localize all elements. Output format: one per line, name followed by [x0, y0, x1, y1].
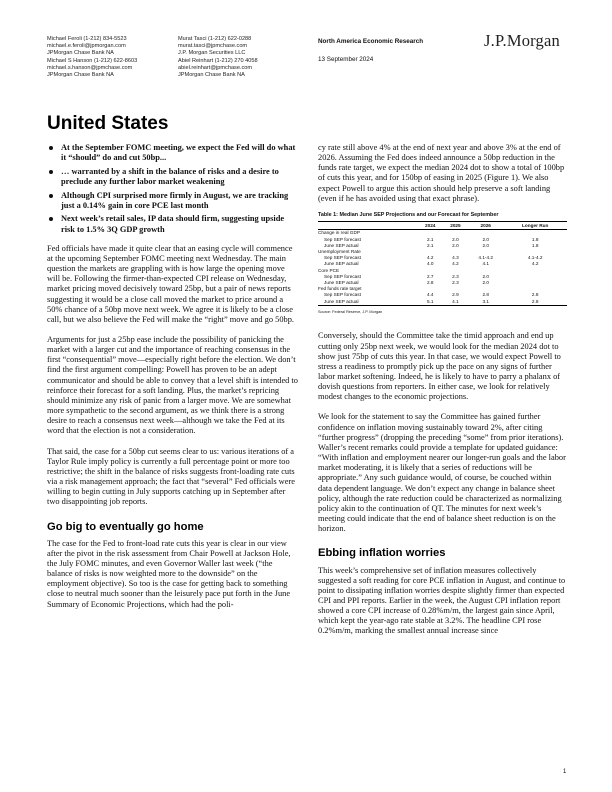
table-cell: 4.3 — [452, 255, 459, 261]
publication-date: 13 September 2024 — [318, 56, 374, 63]
row-label: Sep SEP forecast — [324, 292, 361, 298]
table-cell: 5.1 — [418, 299, 443, 306]
author-contacts-mid — [178, 36, 258, 79]
right-column — [318, 143, 567, 647]
key-point-text: Next week’s retail sales, IP data should firm, suggesting upside risk to 1.5% 3Q GDP growth — [61, 214, 285, 234]
author-affiliation: J.P. Morgan Securities LLC — [178, 50, 246, 57]
row-label: June SEP actual — [318, 299, 418, 306]
row-label: Sep SEP forecast — [324, 273, 361, 279]
page-title: United States — [47, 113, 169, 134]
body-paragraph: Fed officials have made it quite clear that an easing cycle will commence at the upcoming September FOMC meeting next Wednesday. The main question the markets are grappling with is how large the opening move will be. Following the firmer-than-expected CPI release on Wednesday, market pricing moved decisively toward 25bp, but a pair of news reports suggesting it would be a close call moved the market to price around a 50% chance of a 50bp move next week. We agree it is likely to be a close call, but we also believe the Fed will make the “right” move and go 50bp. — [47, 243, 294, 324]
table-cell — [418, 230, 443, 237]
author-email[interactable]: michael.e.feroli@jpmorgan.com — [47, 43, 126, 50]
table-cell: 2.0 — [482, 273, 489, 279]
table-cell: 4.2 — [531, 261, 539, 267]
table-cell: 2.1 — [426, 242, 434, 248]
author-email[interactable]: abiel.reinhart@jpmchase.com — [178, 64, 253, 71]
table-source: Source: Federal Reserve, J.P. Morgan — [318, 310, 383, 315]
row-label: Sep SEP forecast — [324, 255, 361, 261]
table-cell: 2.8 — [482, 292, 489, 298]
table-cell: 2.8 — [531, 292, 539, 298]
key-point — [47, 143, 299, 163]
table-row — [318, 230, 567, 237]
row-label: June SEP actual — [324, 242, 359, 248]
table-cell: 4.2 — [452, 261, 459, 267]
author-name: Abiel Reinhart (1-212) 270 4058 — [178, 57, 258, 64]
table-cell: 4.4 — [426, 292, 434, 298]
table-cell: 2.8 — [503, 299, 567, 306]
key-point-text: … warranted by a shift in the balance of risks and a desire to preclude any further labor market weakening — [61, 166, 279, 186]
bullet-icon — [49, 194, 53, 198]
table-cell: 1.8 — [531, 236, 539, 242]
row-label: Fed funds rate target — [318, 286, 362, 292]
table-cell: 2.0 — [482, 279, 489, 285]
table-cell: 4.1 — [482, 261, 489, 267]
column-header: 2026 — [468, 222, 503, 230]
left-column — [47, 143, 299, 620]
table-cell — [503, 230, 567, 237]
table-cell: 2.3 — [452, 279, 459, 285]
author-affiliation: JPMorgan Chase Bank NA — [47, 72, 114, 79]
row-label: Unemployment Rate — [318, 248, 361, 254]
author-contacts-left — [47, 36, 137, 79]
bullet-icon — [49, 217, 53, 221]
page-number: 1 — [563, 769, 567, 775]
table-cell: 2.3 — [452, 273, 459, 279]
body-paragraph: We look for the statement to say the Committee has gained further confidence on inflation moving sustainably toward 2%, after citing “further progress” (dropping the preceding “some” from prior iterations). Waller’s recent remarks could provide a template for updated guidance: “With inflation and employment nearer our longer-run goals and the labor market moderating, it is likely that a series of reductions will be appropriate.” Any such guidance would, of course, be couched within data dependent language. We don’t expect any change in balance sheet policy, although the rate reduction could be characterized as normalizing policy akin to the continuation of QT. The minutes for next week’s meeting could indicate that the end of balance sheet reduction is on the horizon. — [318, 412, 566, 534]
key-point — [47, 214, 299, 234]
key-points-list — [47, 143, 299, 235]
section-heading: Go big to eventually go home — [47, 520, 204, 533]
section-heading: Ebbing inflation worries — [318, 547, 446, 560]
table-cell: 1.8 — [531, 242, 539, 248]
column-header: 2024 — [418, 222, 443, 230]
table-cell: 2.0 — [482, 242, 489, 248]
column-header: 2025 — [443, 222, 468, 230]
row-label: Change in real GDP — [318, 230, 360, 236]
author-affiliation: JPMorgan Chase Bank NA — [47, 50, 114, 57]
body-paragraph: This week’s comprehensive set of inflation measures collectively suggested a soft reading for core PCE inflation in August, and continue to point to dissipating inflation worries despite slightly firmer than expected CPI and PPI reports. Earlier in the week, the August CPI inflation report showed a core CPI increase of 0.28%m/m, the largest gain since April, which kept the year-ago rate stable at 3.2%. The headline CPI rose 0.2%m/m, marking the smallest annual increase since — [318, 565, 566, 636]
body-paragraph: cy rate still above 4% at the end of next year and above 3% at the end of 2026. Assuming the Fed does indeed announce a 50bp reduction in the funds rate target, we expect the median 2024 dot to show a total of 100bp of cuts this year, and for 150bp of easing in 2025 (Figure 1). We also expect Powell to argue this action should help preserve a soft landing (even if he has avoided using that exact phrase). — [318, 143, 565, 203]
author-email[interactable]: michael.s.hanson@jpmchase.com — [47, 64, 133, 71]
table-cell: 2.0 — [482, 236, 489, 242]
column-header — [318, 222, 418, 230]
table-title: Table 1: Median June SEP Projections and our Forecast for September — [318, 211, 499, 218]
author-name: Murat Tasci (1-212) 622-0288 — [178, 36, 252, 42]
bullet-icon — [49, 170, 53, 174]
body-paragraph: The case for the Fed to front-load rate cuts this year is clear in our view after the pivot in the risk assessment from Chair Powell at Jackson Hole, the July FOMC minutes, and even Governor Waller last week (“the balance of risks is now weighted more to the downside” on the employment objective). So too is the case for getting back to something close to neutral much sooner than the leisurely pace put forth in the June Summary of Economic Projections, which had the poli- — [47, 538, 291, 609]
table-row — [318, 299, 567, 306]
key-point — [47, 191, 299, 211]
body-paragraph: Arguments for just a 25bp ease include the possibility of panicking the market with a larger cut and the importance of reaching consensus in the first “consequential” move—especially right before the election. We don’t find the first argument compelling: Powell has proven to be an adept communicator and should be able to convey that a level shift is intended to reinforce their forecast for a soft landing. Plus, the market’s repricing should minimize any risk of panic from a larger move. We are somewhat more sympathetic to the second argument, as we think there is a strong desire to reach a consensus next week—although we take the Fed at its word that the election is not a consideration. — [47, 335, 298, 436]
research-division-title: North America Economic Research — [318, 38, 424, 45]
body-paragraph: Conversely, should the Committee take the timid approach and end up cutting only 25bp next week, we would look for the median 2024 dot to show just 75bp of cuts this year. In that case, we would expect Powell to stress a readiness to promptly pick up the pace on any signs of further labor market softening. Indeed, he is likely to have to parry a phalanx of dovish questions from reporters. In either case, we look for relatively modest changes to the economic projections. — [318, 331, 561, 402]
row-label: Core PCE — [318, 267, 340, 273]
author-email[interactable]: murat.tasci@jpmchase.com — [178, 43, 248, 50]
table-cell: 2.1 — [426, 236, 434, 242]
table-cell: 2.7 — [426, 273, 434, 279]
table-cell: 2.8 — [426, 279, 434, 285]
row-label: June SEP actual — [324, 261, 359, 267]
author-name: Michael Feroli (1-212) 834-5523 — [47, 36, 127, 42]
table-cell: 2.9 — [452, 292, 459, 298]
table-cell: 4.1-4.2 — [527, 255, 543, 261]
row-label: Sep SEP forecast — [324, 236, 361, 242]
bullet-icon — [49, 146, 53, 150]
table-cell: 3.1 — [468, 299, 503, 306]
table-cell: 4.1 — [443, 299, 468, 306]
jpmorgan-logo: J.P.Morgan — [484, 31, 560, 50]
table-cell: 2.0 — [452, 236, 459, 242]
table-cell: 4.0 — [426, 261, 434, 267]
table-header-row — [318, 222, 567, 230]
table-cell: 4.2 — [426, 255, 434, 261]
author-affiliation: JPMorgan Chase Bank NA — [178, 72, 245, 79]
table-cell — [468, 230, 503, 237]
row-label: June SEP actual — [324, 279, 359, 285]
body-paragraph: That said, the case for a 50bp cut seems clear to us: various iterations of a Taylor Rule imply policy is currently a full percentage point or more too restrictive; the shift in the balance of risks suggests front-loading rate cuts via a risk management approach; the fact that “several” Fed officials were willing to begin cutting in July supports catching up in September after two disappointing job reports. — [47, 446, 295, 507]
key-point-text: Although CPI surprised more firmly in August, we are tracking just a 0.14% gain in core PCE last month — [61, 190, 289, 210]
column-header: Longer Run — [503, 222, 567, 230]
sep-projections-table — [318, 210, 567, 317]
key-point — [47, 167, 299, 187]
table-cell: 2.0 — [452, 242, 459, 248]
table-cell: 4.1-4.2 — [478, 255, 493, 261]
author-name: Michael S Hanson (1-212) 622-8603 — [47, 57, 138, 64]
table-cell — [443, 230, 468, 237]
key-point-text: At the September FOMC meeting, we expect the Fed will do what it “should” do and cut 50bp... — [61, 143, 296, 163]
data-table — [318, 221, 567, 306]
